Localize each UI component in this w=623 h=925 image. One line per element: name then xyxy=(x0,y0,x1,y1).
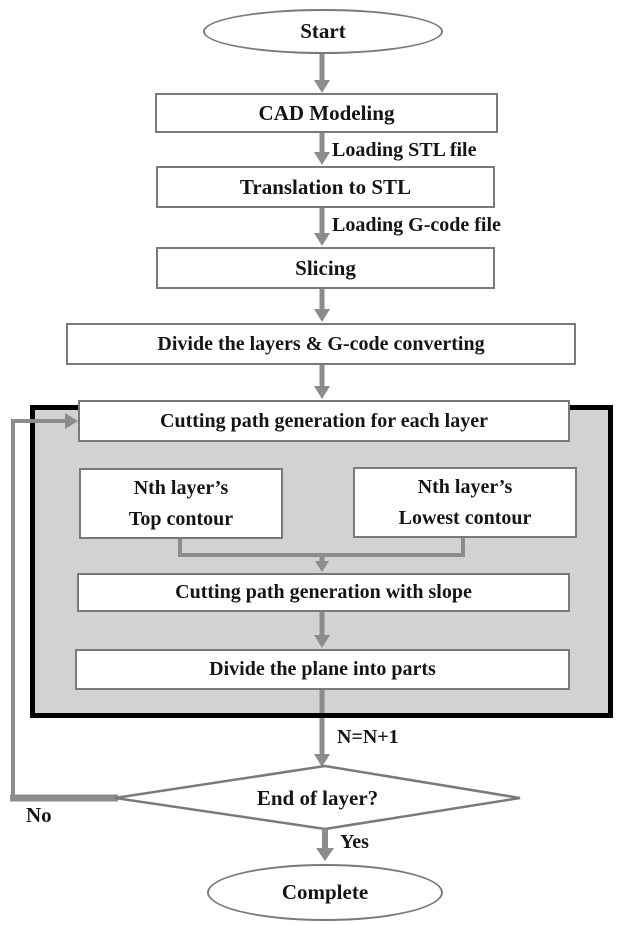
edge-label-no: No xyxy=(26,803,52,827)
edge-cad-to-translation xyxy=(314,133,330,165)
edge-contours-merge-to-slope xyxy=(180,538,463,572)
node-cutting-each-layer-label: Cutting path generation for each layer xyxy=(160,409,488,432)
node-divide-plane-label: Divide the plane into parts xyxy=(209,658,436,680)
node-complete xyxy=(207,864,443,921)
node-translation-stl xyxy=(156,166,495,208)
node-lowest-contour xyxy=(353,467,577,538)
node-divide-layers-label: Divide the layers & G-code converting xyxy=(157,332,485,355)
node-lowest-contour-line2: Lowest contour xyxy=(398,506,532,529)
node-top-contour-line1: Nth layer’s xyxy=(133,476,229,499)
edge-slicing-to-divide-layers xyxy=(314,289,330,322)
edge-start-to-cad xyxy=(314,53,330,93)
edge-yes-to-complete xyxy=(316,829,334,861)
edge-divide-layers-to-cutting xyxy=(314,365,330,399)
node-divide-layers xyxy=(66,323,576,365)
edge-translation-to-slicing xyxy=(314,208,330,246)
node-cutting-each-layer xyxy=(78,400,570,442)
edge-label-yes: Yes xyxy=(340,831,369,853)
node-lowest-contour-line1: Nth layer’s xyxy=(417,475,513,498)
node-cad-modeling xyxy=(155,93,498,133)
node-top-contour-line2: Top contour xyxy=(128,507,234,530)
node-translation-stl-label: Translation to STL xyxy=(239,174,412,199)
node-cutting-slope-label: Cutting path generation with slope xyxy=(175,581,472,603)
edge-slope-to-divide-plane xyxy=(314,612,330,648)
edge-label-loading-gcode: Loading G-code file xyxy=(332,214,501,236)
node-complete-label: Complete xyxy=(281,880,369,905)
edge-divide-plane-to-diamond xyxy=(311,690,333,767)
node-end-of-layer-label xyxy=(115,768,520,828)
node-cutting-slope xyxy=(77,573,570,612)
node-top-contour xyxy=(79,468,283,539)
edge-label-n-increment: N=N+1 xyxy=(337,726,399,748)
node-slicing-label: Slicing xyxy=(295,255,356,280)
edge-label-loading-stl: Loading STL file xyxy=(332,139,477,161)
node-slicing xyxy=(156,247,495,289)
node-start xyxy=(203,9,443,54)
end-of-layer-text: End of layer? xyxy=(256,785,379,810)
node-divide-plane xyxy=(75,649,570,690)
node-start-label: Start xyxy=(300,19,346,44)
node-cad-modeling-label: CAD Modeling xyxy=(258,100,395,125)
